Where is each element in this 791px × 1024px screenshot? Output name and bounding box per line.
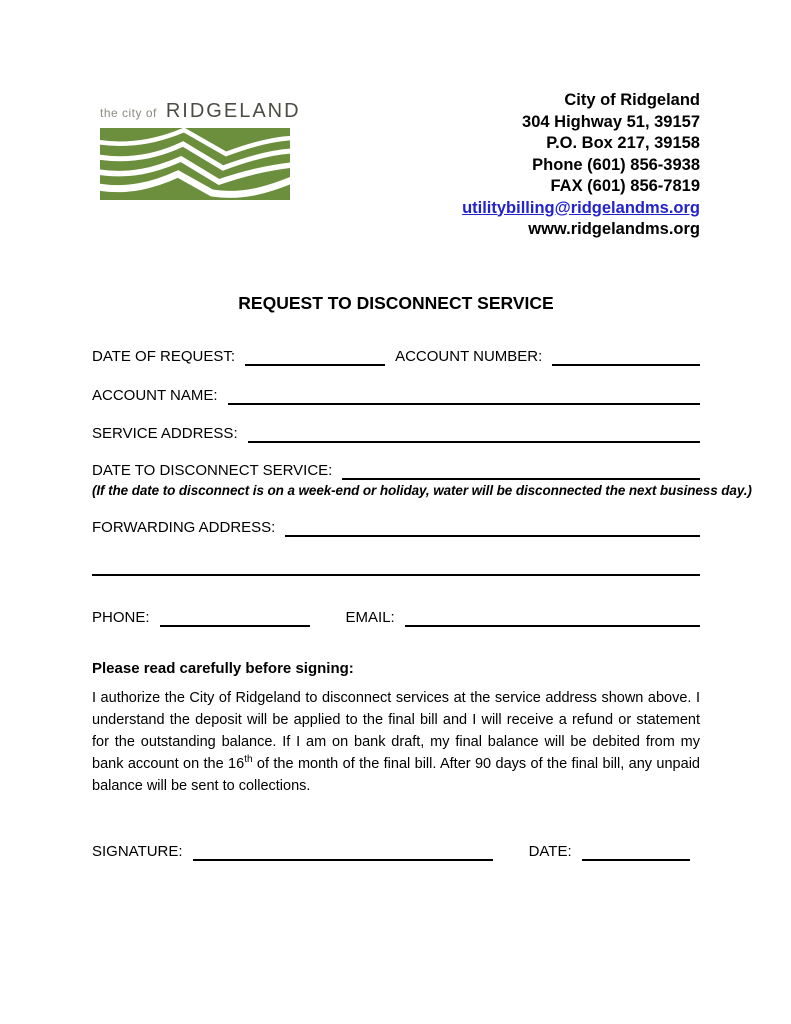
account-name-row — [92, 386, 700, 405]
forwarding-address-field-line2 — [92, 573, 700, 576]
forwarding-address-label: FORWARDING ADDRESS: — [92, 518, 276, 536]
logo-wordmark — [100, 100, 301, 123]
signature-field — [193, 846, 493, 861]
email-field — [405, 612, 700, 627]
date-to-disconnect-field — [342, 465, 700, 480]
header-address-block — [462, 90, 700, 241]
account-name-field — [228, 390, 700, 405]
signature-date-label: DATE: — [528, 842, 572, 860]
account-number-label: ACCOUNT NUMBER: — [395, 347, 543, 365]
phone-field — [160, 612, 310, 627]
phone-label: PHONE: — [92, 608, 150, 626]
notice-body-part2: of the month of the final bill. After 90 days of the final bill, any unpaid balance will be sent to collections. — [92, 755, 700, 794]
logo-city-name: RIDGELAND — [165, 100, 301, 122]
city-logo — [100, 100, 301, 241]
service-address-label: SERVICE ADDRESS: — [92, 424, 238, 442]
logo-prefix-text: the city of — [100, 106, 157, 120]
date-to-disconnect-row — [92, 461, 700, 480]
service-address-field — [248, 428, 700, 443]
address-line-phone: Phone (601) 856-3938 — [532, 155, 700, 174]
notice-body-part1: I authorize the City of Ridgeland to disconnect services at the service address shown above. I understand the deposit will be applied to the final bill and I will receive a refund or statement for the outstanding balance. If I am on bank draft, my final balance will be debited from my bank account on the 16 — [92, 689, 700, 772]
account-name-label: ACCOUNT NAME: — [92, 386, 218, 404]
signature-label: SIGNATURE: — [92, 842, 183, 860]
forwarding-address-field — [285, 522, 700, 537]
notice-heading: Please read carefully before signing: — [92, 659, 354, 677]
date-to-disconnect-label: DATE TO DISCONNECT SERVICE: — [92, 461, 333, 479]
date-of-request-row — [92, 347, 700, 366]
date-of-request-field — [245, 351, 385, 366]
email-label: EMAIL: — [345, 608, 395, 626]
address-line-fax: FAX (601) 856-7819 — [550, 177, 700, 195]
forwarding-address-row — [92, 518, 700, 537]
document-header — [92, 90, 700, 241]
date-of-request-label: DATE OF REQUEST: — [92, 347, 236, 365]
website-text: www.ridgelandms.org — [528, 220, 700, 238]
logo-waves-icon — [100, 128, 290, 200]
signature-date-field — [582, 846, 690, 861]
address-line-street: 304 Highway 51, 39157 — [522, 112, 700, 131]
form-title: REQUEST TO DISCONNECT SERVICE — [238, 292, 554, 313]
email-link[interactable]: utilitybilling@ridgelandms.org — [462, 198, 700, 217]
account-number-field — [552, 351, 700, 366]
notice-superscript: th — [244, 753, 253, 765]
service-address-row — [92, 424, 700, 443]
address-line-org: City of Ridgeland — [564, 91, 700, 109]
disconnect-note: (If the date to disconnect is on a week-end or holiday, water will be disconnected the next business day.) — [92, 482, 752, 498]
address-line-pobox: P.O. Box 217, 39158 — [546, 134, 700, 152]
phone-email-row — [92, 608, 700, 627]
notice-body — [92, 687, 700, 797]
signature-row — [92, 842, 700, 861]
